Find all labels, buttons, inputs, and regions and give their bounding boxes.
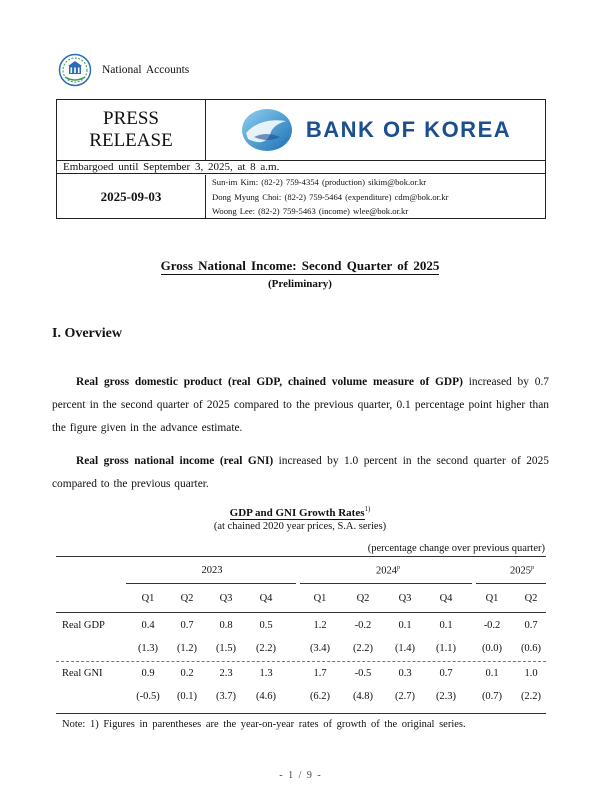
release-date: 2025-09-03 [57,175,206,219]
yoy-value-cell: (2.2) [255,643,277,654]
quarter-header: Q3 [398,593,412,604]
press-title-line1: PRESS [103,108,159,129]
row-label: Real GDP [62,620,105,631]
press-release-box [56,99,546,219]
contact-line: Woong Lee: (82-2) 759-5463 (income) wlee@bok.or.kr [212,206,409,217]
qoq-value-cell: -0.2 [354,620,372,631]
bok-emblem-icon [240,107,294,153]
qoq-value-cell: 1.7 [313,668,327,679]
table-title: GDP and GNI Growth Rates$^{1)}$ [229,505,371,519]
quarter-header: Q4 [259,593,273,604]
qoq-value-cell: 0.1 [485,668,499,679]
yoy-value-cell: (2.3) [435,691,457,702]
overview-paragraph-gni: Real gross national income (real GNI) increased by 1.0 percent in the second quarter of 2025 compared to the previous quarter. [52,455,549,490]
qoq-value-cell: 0.7 [524,620,538,631]
qoq-value-cell: 1.0 [524,668,538,679]
table-unit-note: (percentage change over previous quarter) [367,543,545,554]
overview-paragraph-gdp: Real gross domestic product (real GDP, chained volume measure of GDP) increased by 0.7 percent in the second quarter of 2025 compared to the previous quarter, 0.1 percentage point higher than the figure given in the advance estimate. [52,376,549,434]
embargo-notice: Embargoed until September 3, 2025, at 8 a.m. [57,160,545,174]
contact-line: Sun-im Kim: (82-2) 759-4354 (production) sikim@bok.or.kr [212,177,427,187]
department-label: National Accounts [102,64,190,76]
yoy-value-cell: (4.6) [255,691,277,702]
quarter-header: Q2 [180,593,194,604]
yoy-value-cell: (1.2) [176,643,198,654]
yoy-value-cell: (2.2) [520,691,542,702]
qoq-value-cell: 0.7 [180,620,194,631]
qoq-value-cell: 0.1 [398,620,412,631]
yoy-value-cell: (4.8) [352,691,374,702]
qoq-value-cell: 0.9 [141,668,155,679]
contact-list [206,175,545,219]
qoq-value-cell: -0.5 [354,668,372,679]
yoy-value-cell: (0.1) [176,691,198,702]
press-title-line2: RELEASE [89,130,173,151]
yoy-value-cell: (1.5) [215,643,237,654]
yoy-value-cell: (-0.5) [136,691,160,702]
year-header: 2025$^p$ [510,565,534,577]
yoy-value-cell: (3.7) [215,691,237,702]
table-footnote: Note: 1) Figures in parentheses are the year-on-year rates of growth of the original series. [62,719,466,730]
yoy-value-cell: (2.2) [352,643,374,654]
qoq-value-cell: -0.2 [483,620,501,631]
department-header [58,52,189,88]
qoq-value-cell: 1.3 [259,668,273,679]
quarter-header: Q2 [356,593,370,604]
quarter-header: Q4 [439,593,453,604]
contact-line: Dong Myung Choi: (82-2) 759-5464 (expenditure) cdm@bok.or.kr [212,191,449,202]
row-label: Real GNI [62,668,103,679]
bank-logo [206,100,545,160]
document-subtitle: (Preliminary) [268,278,332,290]
yoy-value-cell: (0.7) [481,691,503,702]
document-title: Gross National Income: Second Quarter of 2025 [160,258,440,273]
quarter-header: Q2 [524,593,538,604]
yoy-value-cell: (0.6) [520,643,542,654]
yoy-value-cell: (1.4) [394,643,416,654]
qoq-value-cell: 0.7 [439,668,453,679]
quarter-header: Q1 [313,593,327,604]
quarter-header: Q3 [219,593,233,604]
qoq-value-cell: 0.3 [398,668,412,679]
qoq-value-cell: 0.1 [439,620,453,631]
qoq-value-cell: 2.3 [219,668,233,679]
growth-rates-table [56,556,546,714]
qoq-value-cell: 0.5 [259,620,273,631]
section-heading: I. Overview [52,326,122,341]
qoq-value-cell: 0.2 [180,668,194,679]
yoy-value-cell: (1.3) [137,643,159,654]
year-header: 2023 [201,565,223,576]
bank-seal-icon [58,53,92,87]
qoq-value-cell: 0.8 [219,620,233,631]
year-header: 2024$^p$ [376,565,400,577]
table-subtitle: (at chained 2020 year prices, S.A. series) [213,521,387,532]
page-number: - 1 / 9 - [279,770,321,781]
yoy-value-cell: (6.2) [309,691,331,702]
yoy-value-cell: (2.7) [394,691,416,702]
qoq-value-cell: 0.4 [141,620,155,631]
quarter-header: Q1 [485,593,499,604]
press-release-title [57,100,206,160]
quarter-header: Q1 [141,593,155,604]
qoq-value-cell: 1.2 [313,620,327,631]
yoy-value-cell: (1.1) [435,643,457,654]
bank-brand-text: BANK OF KOREA [305,117,512,142]
yoy-value-cell: (0.0) [481,643,503,654]
yoy-value-cell: (3.4) [309,643,331,654]
